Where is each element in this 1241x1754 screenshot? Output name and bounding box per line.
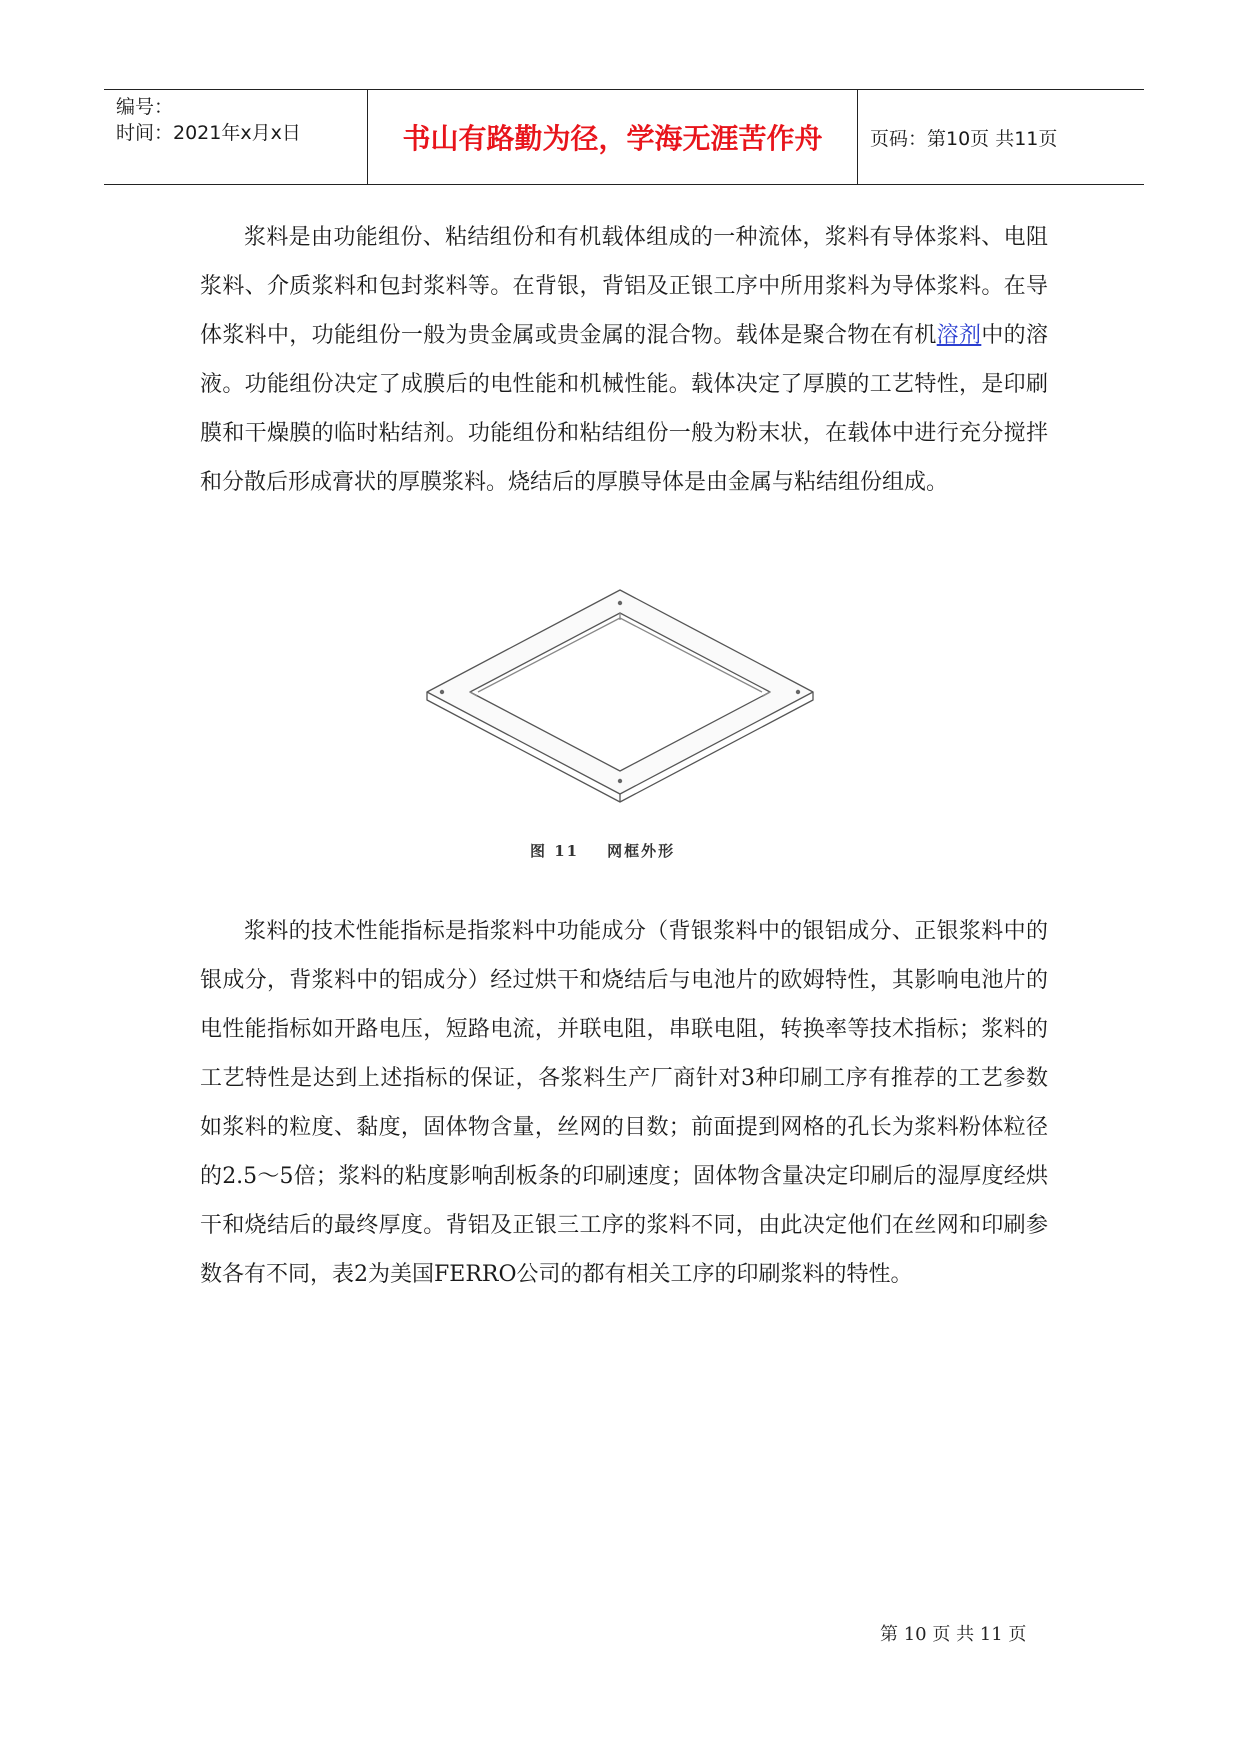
paragraph-slurry-performance xyxy=(200,907,1048,1299)
paragraph-slurry-composition xyxy=(200,213,1048,507)
paragraph-text-part: 中的溶液。功能组份决定了成膜后的电性能和机械性能。载体决定了厚膜的工艺特性，是印刷膜和干燥膜的临时粘结剂。功能组份和粘结组份一般为粉末状，在载体中进行充分搅拌和分散后形成膏状的厚膜浆料。烧结后的厚膜导体是由金属与粘结组份组成。 xyxy=(200,323,1048,495)
paragraph-text: 浆料的技术性能指标是指浆料中功能成分（背银浆料中的银铝成分、正银浆料中的银成分，背浆料中的铝成分）经过烘干和烧结后与电池片的欧姆特性，其影响电池片的电性能指标如开路电压，短路电流，并联电阻，串联电阻，转换率等技术指标；浆料的工艺特性是达到上述指标的保证，各浆料生产厂商针对3种印刷工序有推荐的工艺参数如浆料的粒度、黏度，固体物含量，丝网的目数；前面提到网格的孔长为浆料粉体粒径的2.5～5倍；浆料的粘度影响刮板条的印刷速度；固体物含量决定印刷后的湿厚度经烘干和烧结后的最终厚度。背铝及正银三工序的浆料不同，由此决定他们在丝网和印刷参数各有不同，表2为美国FERRO公司的都有相关工序的印刷浆料的特性。 xyxy=(200,919,1048,1287)
document-number-label: 编号： xyxy=(116,96,174,118)
page-header xyxy=(104,89,1144,185)
screen-frame-drawing xyxy=(420,585,820,830)
figure-title: 网框外形 xyxy=(607,842,676,860)
header-page-info: 页码：第10页 共11页 xyxy=(870,127,1058,150)
document-time-label: 时间：2021年x月x日 xyxy=(116,122,301,144)
paragraph-text-part: 浆料是由功能组份、粘结组份和有机载体组成的一种流体，浆料有导体浆料、电阻浆料、介质浆料和包封浆料等。在背银，背铝及正银工序中所用浆料为导体浆料。在导体浆料中，功能组份一般为贵金属或贵金属的混合物。载体是聚合物在有机 xyxy=(200,225,1048,348)
page-footer: 第 10 页 共 11 页 xyxy=(880,1624,1027,1645)
figure-caption xyxy=(530,840,703,861)
solvent-link[interactable]: 溶剂 xyxy=(936,323,982,348)
header-meta xyxy=(104,90,368,184)
figure-label: 图 11 xyxy=(530,842,580,860)
header-motto: 书山有路勤为径，学海无涯苦作舟 xyxy=(368,90,858,184)
